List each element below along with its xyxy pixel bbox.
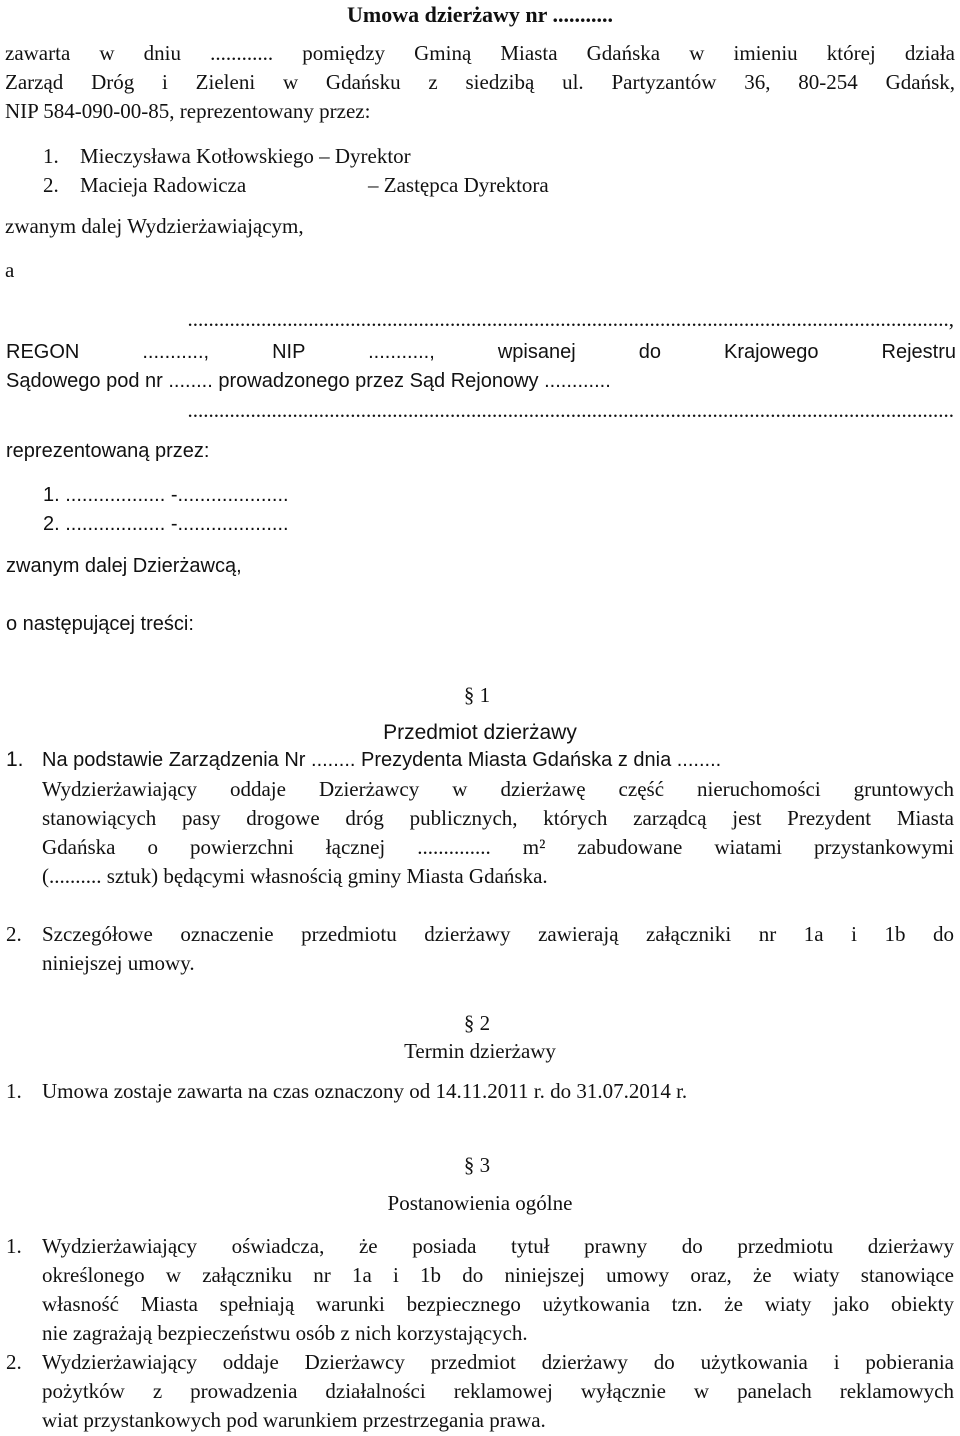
tenant-name-blank: ................................................................................................................................................., (187, 307, 954, 331)
rep-1-text: Mieczysława Kotłowskiego – Dyrektor (80, 144, 411, 168)
s3-p2-number: 2. (6, 1350, 22, 1374)
s2-p1-number: 1. (6, 1079, 22, 1103)
s1-p2-row-1: Szczegółowe oznaczenie przedmiotu dzierżawy zawierają załączniki nr 1a i 1b do (42, 922, 954, 946)
tenant-rep-2: 2. .................. -.................... (43, 513, 289, 535)
section-3-heading: Postanowienia ogólne (387, 1191, 573, 1215)
tenant-represented-by: reprezentowaną przez: (6, 440, 210, 462)
s1-p2-number: 2. (6, 922, 22, 946)
s1-p2-row-2: niniejszej umowy. (42, 951, 195, 975)
tenant-line-1: REGON ..........., NIP ..........., wpisanej do Krajowego Rejestru (6, 341, 956, 363)
rep-2-role: – Zastępca Dyrektora (368, 173, 549, 197)
intro-line-1: zawarta w dniu ............ pomiędzy Gminą Miasta Gdańska w imieniu której działa (5, 41, 955, 65)
tenant-rep-1: 1. .................. -.................... (43, 484, 289, 506)
s1-paragraph-2 (42, 920, 954, 978)
s3-p1-row-1: Wydzierżawiający oświadcza, że posiada tytuł prawny do przedmiotu dzierżawy (42, 1234, 954, 1258)
s3-p2-row-1: Wydzierżawiający oddaje Dzierżawcy przedmiot dzierżawy do użytkowania i pobierania (42, 1350, 954, 1374)
content-intro: o następującej treści: (6, 613, 194, 635)
s1-p1-row-1: Na podstawie Zarządzenia Nr ........ Prezydenta Miasta Gdańska z dnia ........ (42, 749, 722, 771)
s3-p2-row-2: pożytków z prowadzenia działalności reklamowej wyłącznie w panelach reklamowych (42, 1379, 954, 1403)
intro-line-3: NIP 584-090-00-85, reprezentowany przez: (5, 99, 371, 123)
s3-paragraph-1 (42, 1232, 954, 1348)
s1-p1-number: 1. (6, 748, 24, 771)
and-connector: a (5, 258, 15, 282)
s3-p1-row-3: własność Miasta spełniają warunki bezpiecznego użytkowania tzn. że wiaty jako obiekty (42, 1292, 954, 1316)
s3-paragraph-2 (42, 1348, 954, 1435)
rep-2-text: Macieja Radowicza (80, 173, 247, 197)
section-1-heading: Przedmiot dzierżawy (383, 721, 577, 744)
lessee-definition: zwanym dalej Dzierżawcą, (6, 555, 242, 577)
s1-p1-row-4: Gdańska o powierzchni łącznej .............. m² zabudowane wiatami przystankowymi (42, 835, 954, 859)
rep-2-number: 2. (43, 173, 59, 197)
section-1-mark: § 1 (463, 683, 491, 707)
tenant-line-2: Sądowego pod nr ........ prowadzonego przez Sąd Rejonowy ............ (6, 370, 611, 392)
document-title: Umowa dzierżawy nr ........... (347, 2, 613, 27)
section-2-mark: § 2 (463, 1011, 491, 1035)
s3-p1-number: 1. (6, 1234, 22, 1258)
s1-p1-row-3: stanowiących pasy drogowe dróg publicznych, których zarządcą jest Prezydent Miasta (42, 806, 954, 830)
rep-1-number: 1. (43, 144, 59, 168)
intro-line-2: Zarząd Dróg i Zieleni w Gdańsku z siedzibą ul. Partyzantów 36, 80-254 Gdańsk, (5, 70, 955, 94)
s3-p1-row-4: nie zagrażają bezpieczeństwu osób z nich korzystających. (42, 1321, 528, 1345)
lessor-definition: zwanym dalej Wydzierżawiającym, (5, 214, 304, 238)
section-3-mark: § 3 (463, 1153, 491, 1177)
tenant-line-3: .................................................................................................................................................. (187, 398, 954, 422)
s1-p1-row-5: (.......... sztuk) będącymi własnością gminy Miasta Gdańska. (42, 864, 548, 888)
s1-paragraph-1 (42, 746, 954, 891)
s3-p2-row-3: wiat przystankowych pod warunkiem przestrzegania prawa. (42, 1408, 546, 1432)
s1-p1-row-2: Wydzierżawiający oddaje Dzierżawcy w dzierżawę część nieruchomości gruntowych (42, 777, 954, 801)
section-2-heading: Termin dzierżawy (404, 1039, 556, 1063)
s3-p1-row-2: określonego w załączniku nr 1a i 1b do niniejszej umowy oraz, że wiaty stanowiące (42, 1263, 954, 1287)
s2-paragraph-1: Umowa zostaje zawarta na czas oznaczony od 14.11.2011 r. do 31.07.2014 r. (42, 1079, 688, 1103)
